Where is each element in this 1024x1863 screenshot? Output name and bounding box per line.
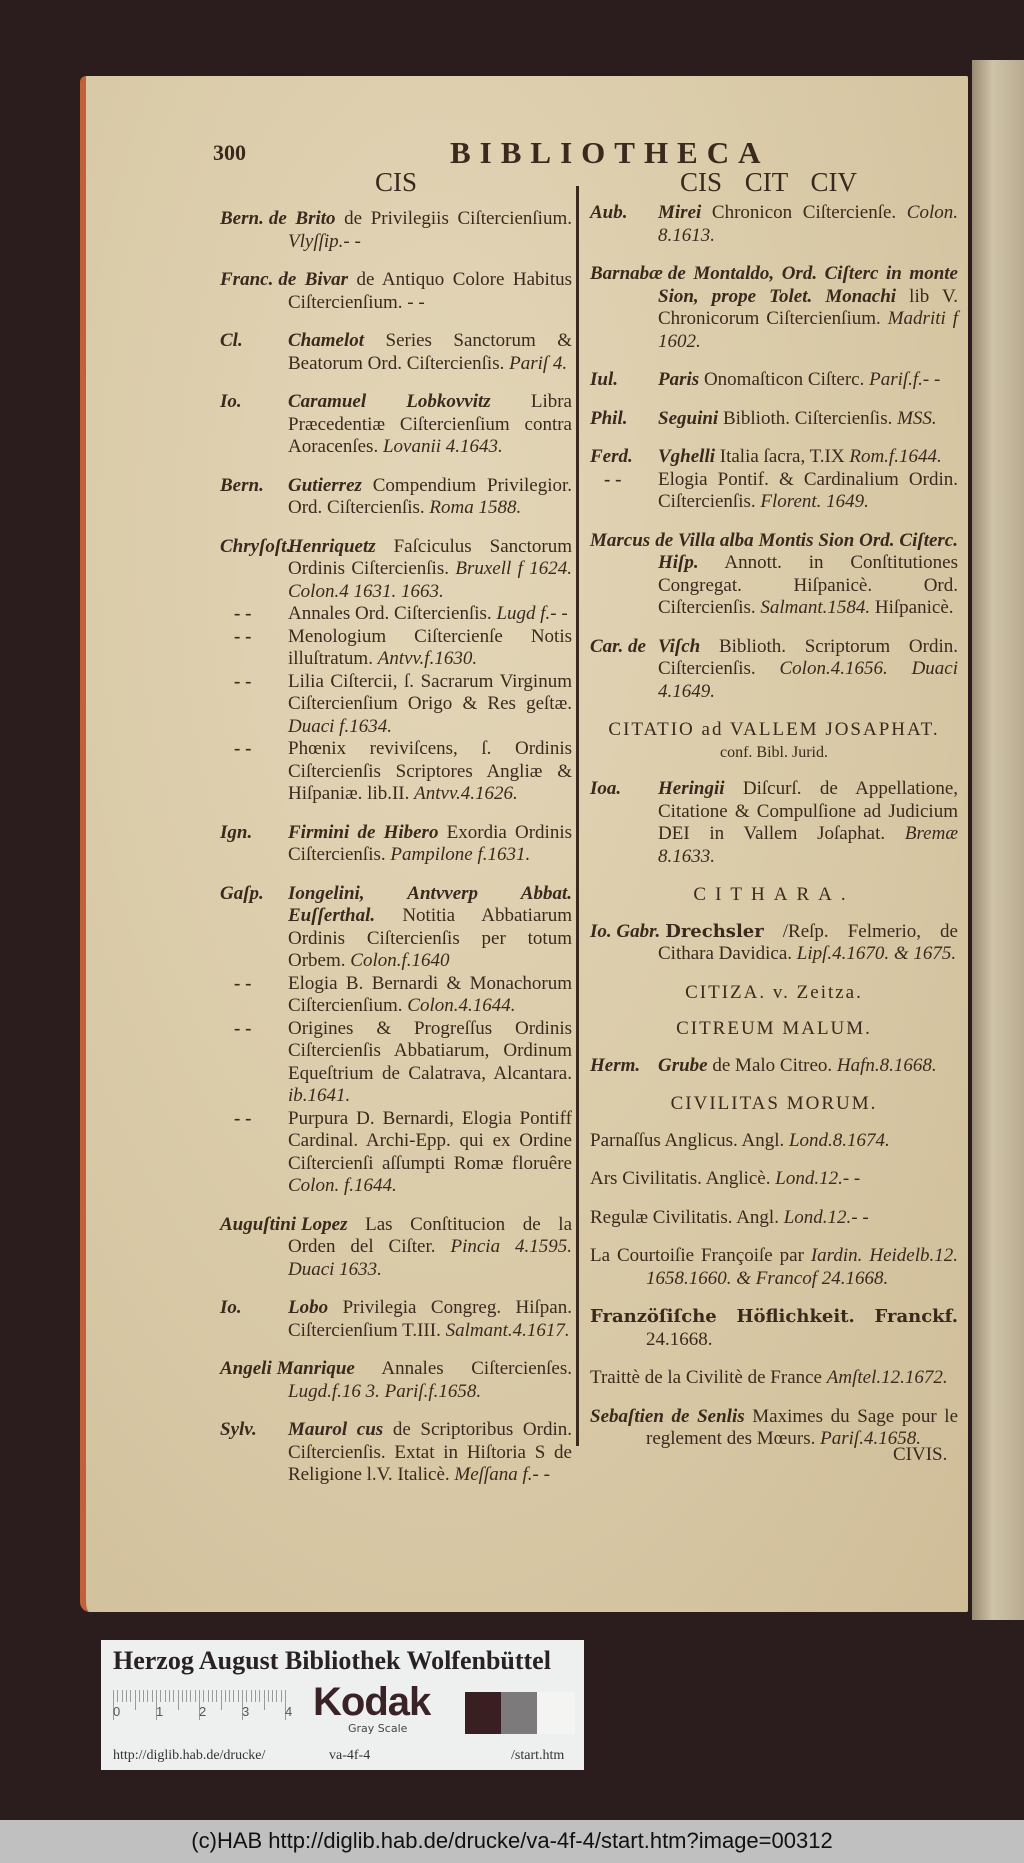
entry-title: Las Conſtitucion de la Orden del Ciſter.	[288, 1213, 572, 1257]
gray-patch-light	[537, 1692, 575, 1734]
ruler-tick	[169, 1690, 170, 1702]
gray-patch-mid	[501, 1692, 539, 1734]
ruler-number: 2	[199, 1704, 207, 1719]
ruler-tick	[225, 1690, 226, 1702]
ruler-tick	[221, 1690, 222, 1710]
entry-imprint: Colon. f.1644.	[288, 1175, 397, 1196]
ruler-tick	[126, 1690, 127, 1702]
entry-label: Io.	[220, 1297, 242, 1318]
entry-title: de Privilegiis Ciſtercienſium.	[344, 208, 572, 229]
entry-imprint: Pariſ.f.- -	[869, 369, 941, 390]
bibliography-entry	[220, 1108, 572, 1198]
entry-imprint: Rom.f.1644.	[849, 446, 942, 467]
entry-title: Traittè de la Civilitè de France	[590, 1367, 822, 1388]
entry-author: Seguini	[658, 407, 719, 429]
entry-title: 24.1668.	[646, 1328, 713, 1350]
ruler-tick	[152, 1690, 153, 1702]
ruler-tick	[233, 1690, 234, 1702]
bibliography-entry	[590, 1367, 958, 1390]
bibliography-entry	[220, 822, 572, 867]
entry-title: /Reſp. Felmerio, de Cithara Davidica.	[658, 920, 958, 964]
entry-author: Lopez	[301, 1213, 348, 1235]
left-column-heading: CIS	[375, 167, 418, 197]
entry-title: Parnaſſus Anglicus. Angl.	[590, 1129, 785, 1151]
entry-title: Origines & Progreſſus Ordinis Ciſtercienſis Abbatiarum, Ordinum Equeſtrium de Calatrava, Alcantara.	[288, 1017, 572, 1084]
entry-label: - -	[604, 468, 622, 490]
entry-title: lib V. Chronicorum Ciſtercienſium.	[658, 285, 958, 329]
entry-imprint: Salmant.1584.	[760, 597, 871, 618]
entry-imprint: Meſſana f.- -	[454, 1464, 550, 1485]
ruler-tick	[122, 1690, 123, 1702]
section-heading-text: CITHARA.	[693, 884, 855, 905]
ruler-number: 3	[242, 1704, 250, 1719]
footer-bar	[0, 1820, 1024, 1863]
running-head: BIBLIOTHECA	[450, 135, 770, 170]
entry-title: Annales Ciſtercienſes.	[381, 1358, 573, 1379]
ruler-tick	[276, 1690, 277, 1702]
entry-title: Lilia Ciſtercii, ſ. Sacrarum Virginum Ciſtercienſium Origo & Res geſtæ.	[288, 670, 572, 714]
entry-author: de Villa alba Montis Sion Ord. Ciſterc. Hiſp.	[655, 529, 958, 573]
entry-label: - -	[234, 1017, 252, 1039]
entry-label: - -	[234, 738, 252, 759]
entry-imprint: Amſtel.12.1672.	[826, 1367, 948, 1388]
entry-title: Regulæ Civilitatis. Angl.	[590, 1206, 779, 1228]
entry-label: Auguſtini	[220, 1213, 297, 1235]
entry-title: Exordia Ordinis Ciſtercienſis.	[288, 821, 572, 865]
color-target-card	[101, 1640, 584, 1770]
ruler-tick	[160, 1690, 161, 1702]
entry-title: Italia ſacra, T.IX	[719, 446, 845, 467]
entry-author: Manrique	[276, 1358, 355, 1379]
section-heading-text: CITATIO ad VALLEM JOSAPHAT.	[608, 719, 940, 740]
entry-imprint: MSS.	[897, 407, 937, 429]
section-heading-text: CITREUM MALUM.	[676, 1018, 872, 1039]
entry-author: Chamelot	[288, 330, 365, 351]
entry-label: Ioa.	[590, 778, 622, 799]
entry-label: Iul.	[590, 369, 618, 390]
section-heading	[590, 884, 958, 907]
column-divider	[576, 186, 579, 1446]
entry-imprint: Colon.f.1640	[350, 950, 450, 971]
entry-imprint: Colon.4.1644.	[407, 995, 516, 1016]
entry-title: de Antiquo Colore Habitus Ciſtercienſium. - -	[288, 269, 573, 313]
entry-author: Viſch	[658, 635, 701, 657]
page-number: 300	[213, 140, 246, 165]
entry-title: Libra Præcedentiæ Ciſtercienſium contra Aoracenſes.	[288, 391, 572, 457]
entry-author: Maurol cus	[288, 1419, 384, 1440]
right-column-heading: CIS CIT CIV	[680, 167, 858, 197]
kodak-logo: Kodak	[313, 1680, 431, 1724]
entry-imprint: Pincia 4.1595. Duaci 1633.	[288, 1236, 572, 1280]
entry-imprint: Lugd f.- -	[496, 603, 568, 624]
ruler-number: 0	[113, 1704, 121, 1719]
url-left: http://diglib.hab.de/drucke/	[113, 1748, 266, 1763]
ruler-tick	[178, 1690, 179, 1710]
ruler-tick	[208, 1690, 209, 1702]
entry-label: Angeli	[220, 1358, 272, 1379]
bibliography-entry	[590, 1245, 958, 1290]
footer-copyright-url: (c)HAB http://diglib.hab.de/drucke/va-4f-4/start.htm?image=00312	[191, 1828, 833, 1853]
entry-imprint: Lond.12.- -	[775, 1168, 861, 1189]
ruler-tick	[195, 1690, 196, 1702]
entry-imprint: Lond.12.- -	[783, 1206, 869, 1228]
entry-author: Mirei	[658, 202, 702, 223]
entry-title: Compendium Privilegior. Ord. Ciſtercienſis.	[288, 474, 572, 518]
entry-author: Sebaſtien de Senlis	[590, 1405, 745, 1427]
ruler-tick	[246, 1690, 247, 1702]
ruler-tick	[264, 1690, 265, 1710]
entry-author: de Montaldo, Ord. Ciſterc in monte Sion, prope Tolet. Monachi	[658, 263, 958, 307]
bibliography-entry	[220, 208, 572, 253]
bibliography-entry	[590, 1168, 958, 1191]
entry-blackletter: Drechsler	[665, 920, 764, 942]
ruler-tick	[135, 1690, 136, 1710]
entry-title: Elogia Pontif. & Cardinalium Ordin. Ciſtercienſis.	[658, 468, 958, 512]
entry-title: Ars Civilitatis. Anglicè.	[590, 1168, 771, 1189]
ruler-tick	[238, 1690, 239, 1702]
ruler-tick	[186, 1690, 187, 1702]
entry-imprint: Florent. 1649.	[760, 491, 869, 512]
entry-imprint: Lipſ.4.1670. & 1675.	[796, 943, 957, 964]
bibliography-entry	[590, 408, 958, 431]
entry-label: Marcus	[590, 529, 651, 551]
entry-author: de Brito	[268, 208, 336, 229]
bibliography-entry	[220, 391, 572, 459]
entry-title: de Malo Citreo.	[712, 1054, 833, 1076]
ruler-tick	[281, 1690, 282, 1702]
bibliography-entry	[220, 536, 572, 604]
facing-page-edge	[972, 60, 1024, 1620]
entry-label: Barnabæ	[590, 263, 663, 284]
ruler-tick	[255, 1690, 256, 1702]
bibliography-entry	[220, 269, 572, 314]
bibliography-entry	[590, 921, 958, 966]
entry-imprint: Colon.4.1656. Duaci 4.1649.	[658, 658, 959, 702]
entry-label: Io. Gabr.	[590, 920, 661, 942]
ruler-tick	[272, 1690, 273, 1702]
entry-label: Ign.	[220, 821, 253, 843]
entry-note: Hiſpanicè.	[874, 597, 954, 618]
bibliography-entry	[590, 446, 958, 469]
entry-imprint: Pariſ.4.1658.	[820, 1428, 921, 1449]
entry-author: Caramuel Lobkovvitz	[288, 391, 491, 412]
entry-title: Chronicon Ciſtercienſe.	[711, 202, 897, 223]
ruler-number: 1	[156, 1704, 164, 1719]
entry-imprint: ib.1641.	[288, 1085, 351, 1106]
left-column	[220, 208, 572, 1503]
ruler	[113, 1690, 313, 1720]
bibliography-entry	[590, 263, 958, 353]
entry-label: Ferd.	[590, 446, 633, 467]
bibliography-entry	[590, 778, 958, 868]
ruler-number: 4	[285, 1704, 293, 1719]
entry-title: Diſcurſ. de Appellatione, Citatione & Compulſione ad Judicium DEI in Vallem Joſaphat.	[658, 778, 959, 844]
ruler-tick	[212, 1690, 213, 1702]
gray-scale-label: Gray Scale	[348, 1722, 408, 1735]
bibliography-entry	[220, 475, 572, 520]
entry-label: - -	[234, 670, 252, 692]
entry-label: Io.	[220, 391, 242, 412]
bibliography-entry	[220, 1358, 572, 1403]
entry-imprint: Pampilone f.1631.	[390, 844, 531, 865]
entry-author: Gutierrez	[288, 474, 362, 496]
entry-author: Firmini de Hibero	[288, 821, 439, 843]
entry-title: Menologium Ciſtercienſe Notis illuſtratum.	[288, 625, 572, 669]
bibliography-entry	[220, 330, 572, 375]
entry-label: Sylv.	[220, 1419, 257, 1440]
bibliography-entry	[220, 1214, 572, 1282]
entry-label: Chryſoſt.	[220, 535, 292, 557]
entry-title: Purpura D. Bernardi, Elogia Pontiff Cardinal. Archi-Epp. qui ex Ordine Ciſtercienſi aſſumpti Romæ floruêre	[288, 1107, 572, 1174]
entry-imprint: Madriti f 1602.	[658, 308, 958, 352]
bibliography-entry	[590, 530, 958, 620]
entry-title: Faſciculus Sanctorum Ordinis Ciſtercienſis.	[288, 535, 573, 579]
entry-title: La Courtoiſie Françoiſe par	[590, 1245, 804, 1266]
url-right: /start.htm	[511, 1748, 565, 1763]
entry-label: Franc.	[220, 269, 274, 290]
ruler-tick	[117, 1690, 118, 1702]
bibliography-entry	[590, 1130, 958, 1153]
entry-label: Aub.	[590, 202, 628, 223]
entry-label: Bern.	[220, 474, 264, 496]
entry-imprint: Bruxell f 1624. Colon.4 1631. 1663.	[288, 558, 573, 602]
entry-title: Biblioth. Ciſtercienſis.	[722, 407, 893, 429]
bibliography-entry	[220, 883, 572, 973]
entry-title: Biblioth. Scriptorum Ordin. Ciſtercienſis.	[658, 635, 958, 679]
entry-imprint: Salmant.4.1617.	[445, 1319, 570, 1341]
bibliography-entry	[220, 1018, 572, 1108]
ruler-tick	[143, 1690, 144, 1702]
bibliography-entry	[220, 1419, 572, 1487]
ruler-tick	[182, 1690, 183, 1702]
right-column	[590, 202, 958, 1467]
entry-imprint: Lugd.f.16 3. Pariſ.f.1658.	[288, 1380, 482, 1402]
entry-label: Cl.	[220, 330, 243, 351]
entry-imprint: Bremæ 8.1633.	[658, 823, 959, 867]
ruler-tick	[190, 1690, 191, 1702]
entry-title: Notitia Abbatiarum Ordinis Ciſtercienſis per totum Orbem.	[288, 905, 572, 971]
entry-label: - -	[234, 972, 252, 994]
entry-title: Onomaſticon Ciſterc.	[703, 369, 865, 390]
bibliography-entry	[220, 738, 572, 806]
ruler-tick	[139, 1690, 140, 1702]
ruler-tick	[229, 1690, 230, 1702]
entry-author: Lobo	[288, 1297, 329, 1318]
entry-label: - -	[234, 625, 252, 647]
ruler-tick	[165, 1690, 166, 1702]
entry-title: Phœnix reviviſcens, ſ. Ordinis Ciſtercienſis Scriptores Angliæ & Hiſpaniæ. lib.II.	[288, 738, 572, 804]
entry-label: Gaſp.	[220, 882, 264, 904]
bibliography-entry	[590, 636, 958, 704]
catchword: CIVIS.	[893, 1444, 948, 1465]
entry-label: - -	[234, 1107, 252, 1129]
gray-patch-dark	[465, 1692, 503, 1734]
section-heading	[590, 982, 958, 1005]
entry-imprint: Iardin. Heidelb.12. 1658.1660. & Francof 24.1668.	[646, 1245, 958, 1289]
entry-title: Maximes du Sage pour le reglement des Mœurs.	[646, 1405, 959, 1449]
entry-imprint: Pariſ 4.	[509, 352, 568, 374]
entry-author: de Bivar	[278, 269, 349, 290]
entry-blackletter: Franzöſiſche Höflichkeit. Franckf.	[590, 1306, 958, 1327]
entry-imprint: Hafn.8.1668.	[836, 1054, 937, 1076]
bibliography-entry	[220, 603, 572, 626]
section-heading	[590, 719, 958, 764]
bibliography-entry	[590, 469, 958, 514]
entry-author: Heringii	[658, 778, 725, 799]
entry-label: Phil.	[590, 407, 628, 429]
ruler-tick	[216, 1690, 217, 1702]
bibliography-entry	[590, 202, 958, 247]
ruler-tick	[173, 1690, 174, 1702]
bibliography-entry	[220, 1297, 572, 1342]
entry-imprint: Lovanii 4.1643.	[382, 436, 503, 457]
entry-author: Grube	[658, 1054, 708, 1076]
ruler-tick	[130, 1690, 131, 1702]
entry-imprint: Antvv.f.1630.	[377, 648, 478, 669]
ruler-tick	[203, 1690, 204, 1702]
section-heading	[590, 1018, 958, 1041]
ruler-tick	[268, 1690, 269, 1702]
entry-author: Vghelli	[658, 446, 716, 467]
card-title: Herzog August Bibliothek Wolfenbüttel	[113, 1646, 551, 1675]
entry-title: Annales Ord. Ciſtercienſis.	[288, 603, 492, 624]
entry-imprint: Lond.8.1674.	[788, 1129, 890, 1151]
entry-label: - -	[234, 603, 252, 624]
entry-author: Henriquetz	[288, 535, 376, 557]
entry-label: Bern.	[220, 208, 264, 229]
bibliography-entry	[220, 626, 572, 671]
entry-title: Series Sanctorum & Beatorum Ord. Ciſtercienſis.	[288, 330, 572, 374]
bibliography-entry	[220, 973, 572, 1018]
entry-imprint: Vlyſſip.- -	[288, 230, 361, 252]
bibliography-entry	[590, 1207, 958, 1230]
ruler-tick	[147, 1690, 148, 1702]
section-heading-text: CITIZA. v. Zeitza.	[685, 981, 863, 1003]
entry-title: Annott. in Conſtitutiones Congregat. Hiſpanicè. Ord. Ciſtercienſis.	[658, 552, 959, 618]
entry-label: Car. de	[590, 635, 646, 657]
ruler-tick	[251, 1690, 252, 1702]
bibliography-entry	[590, 369, 958, 392]
entry-imprint: Duaci f.1634.	[288, 715, 392, 737]
section-heading-text: CIVILITAS MORUM.	[670, 1093, 878, 1114]
url-middle: va-4f-4	[329, 1748, 371, 1763]
section-heading	[590, 1093, 958, 1116]
entry-imprint: Colon. 8.1613.	[658, 202, 958, 246]
entry-imprint: Roma 1588.	[429, 497, 522, 518]
entry-title: Elogia B. Bernardi & Monachorum Ciſtercienſium.	[288, 972, 572, 1016]
bibliography-entry	[220, 671, 572, 739]
entry-imprint: Antvv.4.1626.	[414, 783, 518, 804]
entry-author: Paris	[658, 369, 700, 390]
entry-label: Herm.	[590, 1054, 641, 1076]
section-subheading: conf. Bibl. Jurid.	[720, 743, 828, 761]
bibliography-entry	[590, 1055, 958, 1078]
entry-author: Iongelini, Antvverp Abbat. Euſſerthal.	[288, 882, 572, 926]
entry-title: Privilegia Congreg. Hiſpan. Ciſtercienſium T.III.	[288, 1297, 572, 1341]
bibliography-entry	[590, 1306, 958, 1351]
ruler-tick	[259, 1690, 260, 1702]
entry-title: de Scriptoribus Ordin. Ciſtercienſis. Extat in Hiſtoria S de Religione l.V. Italicè.	[288, 1419, 572, 1485]
